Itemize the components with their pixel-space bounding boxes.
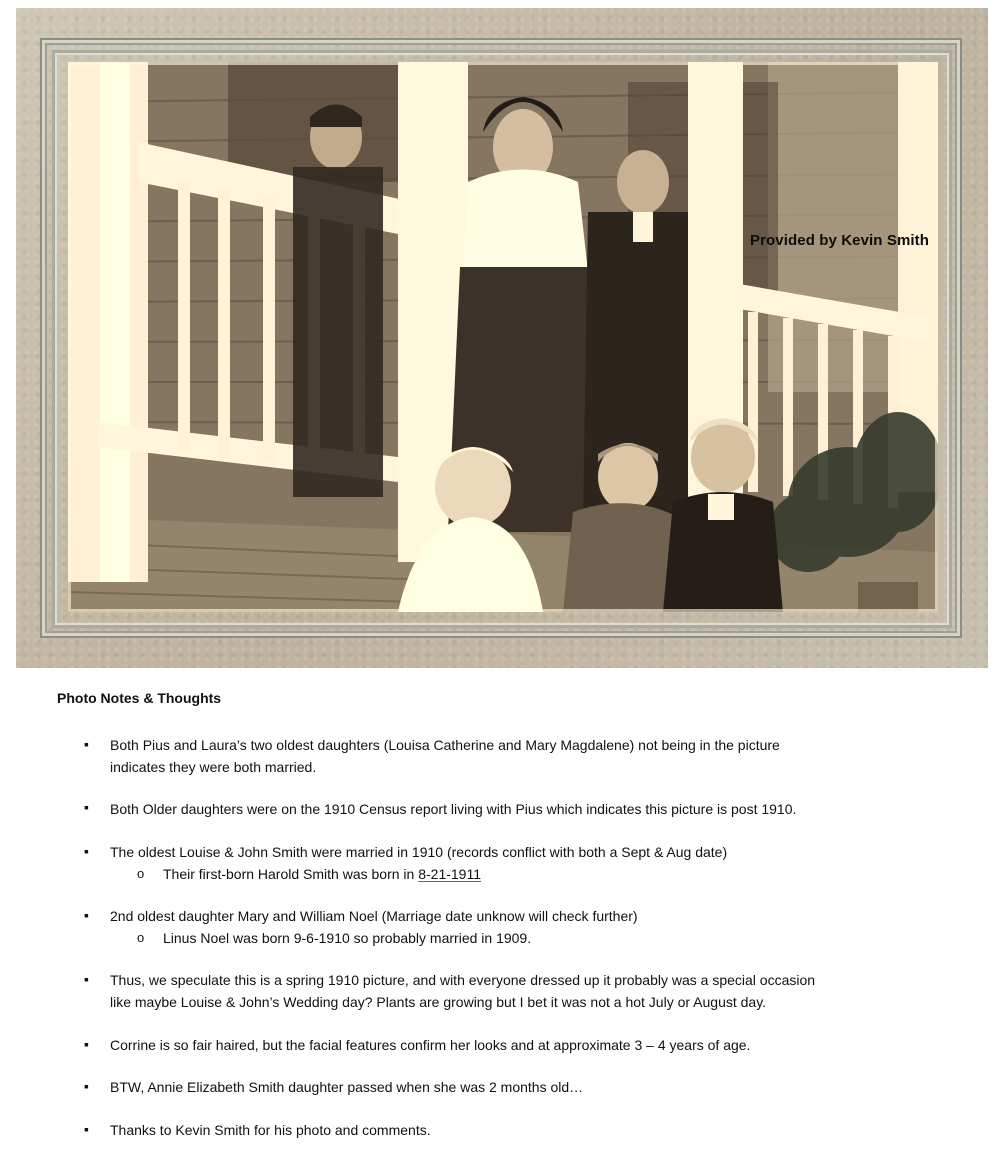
birth-date-text: 8-21-1911 <box>418 866 481 882</box>
bullet-marker <box>84 1121 96 1137</box>
note-3-sub-text: Their first-born Harold Smith was born in <box>163 866 419 882</box>
bullet-marker <box>84 1078 96 1094</box>
sub-bullet-marker: o <box>137 866 145 881</box>
bullet-marker <box>84 907 96 923</box>
note-8-line-1: Thanks to Kevin Smith for his photo and comments. <box>110 1122 431 1138</box>
note-4-line-1: 2nd oldest daughter Mary and William Noel (Marriage date unknow will check further) <box>110 908 638 924</box>
family-porch-photograph <box>68 62 938 612</box>
notes-heading: Photo Notes & Thoughts <box>57 690 222 706</box>
note-1-line-2: indicates they were both married. <box>110 759 317 775</box>
photo-card-mount <box>16 8 988 668</box>
note-2-line-1: Both Older daughters were on the 1910 Census report living with Pius which indicates this picture is post 1910. <box>110 801 797 817</box>
note-5-line-2: like maybe Louise & John’s Wedding day? Plants are growing but I bet it was not a hot July or August day. <box>110 994 767 1010</box>
note-3-line-1: The oldest Louise & John Smith were married in 1910 (records conflict with both a Sept & Aug date) <box>110 844 728 860</box>
note-3-sub-line <box>163 864 481 885</box>
photo-credit-caption: Provided by Kevin Smith <box>750 232 930 249</box>
bullet-marker <box>84 971 96 987</box>
note-1-line-1: Both Pius and Laura’s two oldest daughters (Louisa Catherine and Mary Magdalene) not being in the picture <box>110 737 780 753</box>
bullet-marker <box>84 1036 96 1052</box>
bullet-marker <box>84 843 96 859</box>
note-7-line-1: BTW, Annie Elizabeth Smith daughter passed when she was 2 months old… <box>110 1079 584 1095</box>
note-6-line-1: Corrine is so fair haired, but the facial features confirm her looks and at approximate 3 – 4 years of age. <box>110 1037 751 1053</box>
note-5-line-1: Thus, we speculate this is a spring 1910 picture, and with everyone dressed up it probably was a special occasion <box>110 972 816 988</box>
bullet-marker <box>84 736 96 752</box>
bullet-marker <box>84 799 96 815</box>
note-4-sub-line: Linus Noel was born 9-6-1910 so probably married in 1909. <box>163 930 532 946</box>
sub-bullet-marker: o <box>137 930 145 945</box>
